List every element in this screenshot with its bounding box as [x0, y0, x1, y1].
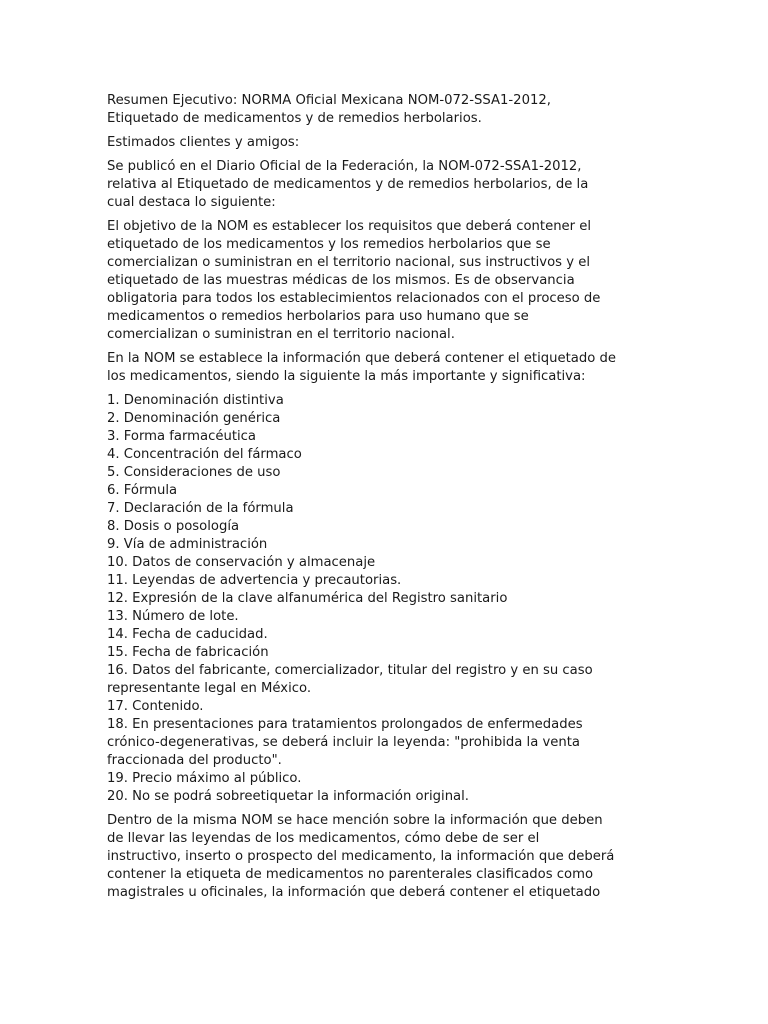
list-item: 20. No se podrá sobreetiquetar la información original.: [107, 789, 469, 804]
list-item: 1. Denominación distintiva: [107, 393, 284, 408]
list-item: 19. Precio máximo al público.: [107, 771, 302, 786]
list-item: 8. Dosis o posología: [107, 519, 240, 534]
greeting: Estimados clientes y amigos:: [107, 135, 300, 150]
list-item: 5. Consideraciones de uso: [107, 465, 281, 480]
list-item: 13. Número de lote.: [107, 609, 239, 624]
document-page: [107, 92, 667, 908]
list-item: 12. Expresión de la clave alfanumérica del Registro sanitario: [107, 591, 508, 606]
intro-paragraph: Se publicó en el Diario Oficial de la Federación, la NOM-072-SSA1-2012, relativa al Etiquetado de medicamentos y de remedios herbolarios, de la cual destaca lo siguiente:: [107, 159, 589, 210]
closing-paragraph: Dentro de la misma NOM se hace mención sobre la información que deben de llevar las leyendas de los medicamentos, cómo debe de ser el instructivo, inserto o prospecto del medicamento, la información que deberá contener la etiqueta de medicamentos no parenterales clasificados como magistrales u oficinales, la información que deberá contener el etiquetado: [107, 813, 615, 900]
list-item: 11. Leyendas de advertencia y precautorias.: [107, 573, 402, 588]
list-item: 17. Contenido.: [107, 699, 204, 714]
list-item: 10. Datos de conservación y almacenaje: [107, 555, 376, 570]
list-item: 7. Declaración de la fórmula: [107, 501, 294, 516]
list-item: 18. En presentaciones para tratamientos prolongados de enfermedades crónico-degenerativas, se deberá incluir la leyenda: "prohibida la venta fraccionada del producto".: [107, 717, 583, 768]
list-item: 15. Fecha de fabricación: [107, 645, 269, 660]
list-intro-paragraph: En la NOM se establece la información que deberá contener el etiquetado de los medicamentos, siendo la siguiente la más importante y significativa:: [107, 351, 616, 384]
list-item: 4. Concentración del fármaco: [107, 447, 302, 462]
list-item: 14. Fecha de caducidad.: [107, 627, 268, 642]
list-item: 6. Fórmula: [107, 483, 178, 498]
list-item: 3. Forma farmacéutica: [107, 429, 256, 444]
requirements-list: [107, 392, 667, 806]
list-item: 16. Datos del fabricante, comercializador, titular del registro y en su caso representante legal en México.: [107, 663, 593, 696]
document-title: Resumen Ejecutivo: NORMA Oficial Mexicana NOM-072-SSA1-2012, Etiquetado de medicamentos y de remedios herbolarios.: [107, 93, 551, 126]
list-item: 2. Denominación genérica: [107, 411, 281, 426]
objective-paragraph: El objetivo de la NOM es establecer los requisitos que deberá contener el etiquetado de los medicamentos y los remedios herbolarios que se comercializan o suministran en el territorio nacional, sus instructivos y el etiquetado de las muestras médicas de los mismos. Es de observancia obligatoria para todos los establecimientos relacionados con el proceso de medicamentos o remedios herbolarios para uso humano que se comercializan o suministran en el territorio nacional.: [107, 219, 601, 342]
list-item: 9. Vía de administración: [107, 537, 268, 552]
